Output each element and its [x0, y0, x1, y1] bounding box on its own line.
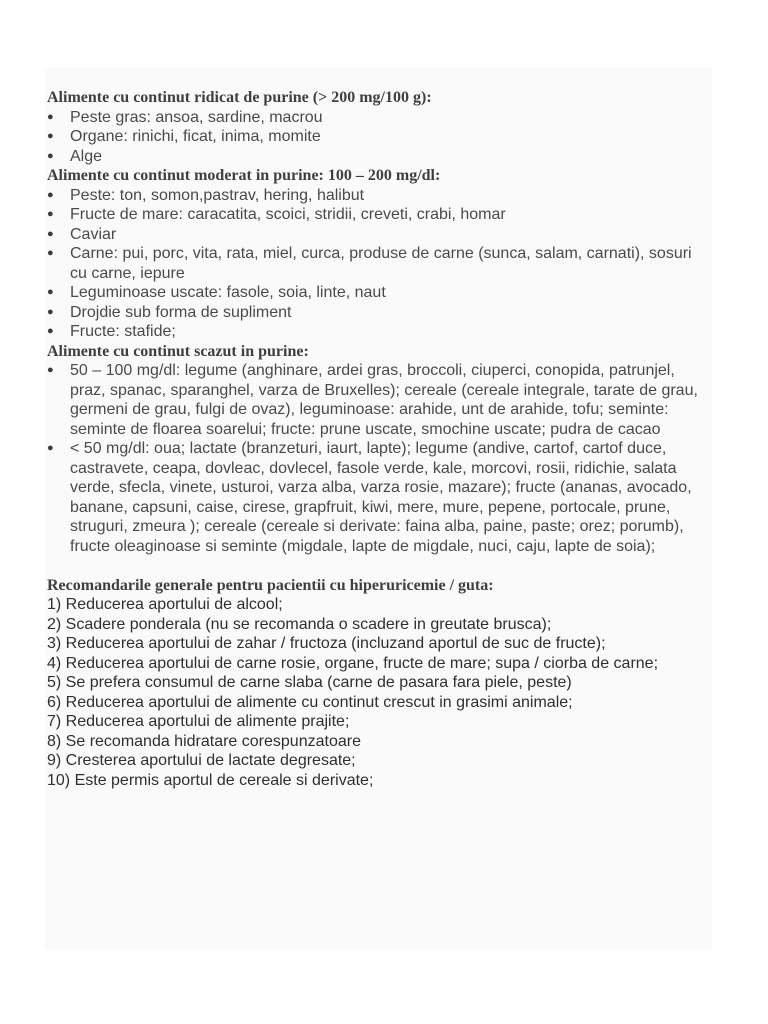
recommendation-item: 7) Reducerea aportului de alimente prajite; — [47, 713, 350, 730]
recommendation-item: 5) Se prefera consumul de carne slaba (carne de pasara fara piele, peste) — [47, 674, 572, 691]
bullet-icon: ● — [47, 130, 54, 142]
document-content — [47, 88, 711, 790]
list-item: ● Carne: pui, porc, vita, rata, miel, curca, produse de carne (sunca, salam, carnati), sosuri cu carne, iepure — [47, 245, 692, 282]
bullet-icon: ● — [47, 305, 54, 318]
bullet-icon: ● — [47, 286, 54, 298]
list-item: ● < 50 mg/dl: oua; lactate (branzeturi, iaurt, lapte); legume (andive, cartof, cartof duce, castravete, ceapa, dovleac, dovlecel, fasole verde, kale, morcovi, rosii, ridichie, salata verde, sfecla, vinete, usturoi, varza alba, varza rosie, mazare); fructe (ananas, avocado, banane, capsuni, caise, cirese, grapfruit, kiwi, mere, mure, pepene, portocale, prune, struguri, zmeura ); cereale (cereale si derivate: faina alba, paine, paste; orez; porumb), fructe oleaginoase si seminte (migdale, lapte de migdale, nuci, caju, lapte de soia); — [47, 440, 692, 555]
recommendation-item: 10) Este permis aportul de cereale si derivate; — [47, 771, 374, 789]
bullet-icon: ● — [47, 442, 54, 454]
list-item: ● Leguminoase uscate: fasole, soia, linte, naut — [47, 284, 386, 301]
bullet-icon: ● — [47, 188, 54, 201]
bullet-icon: ● — [47, 149, 54, 162]
bullet-icon: ● — [47, 110, 54, 123]
recommendation-item: 3) Reducerea aportului de zahar / fructoza (incluzand aportul de suc de fructe); — [47, 635, 606, 652]
high-purine-list — [47, 108, 711, 167]
section-heading-low-purine: Alimente cu continut scazut in purine: — [47, 342, 309, 360]
list-item: ● Drojdie sub forma de supliment — [47, 303, 292, 321]
moderate-purine-list — [47, 186, 711, 342]
bullet-icon: ● — [47, 325, 54, 337]
low-purine-list — [47, 361, 711, 556]
bullet-icon: ● — [47, 208, 54, 220]
list-item: ● Fructe de mare: caracatita, scoici, stridii, creveti, crabi, homar — [47, 206, 506, 223]
list-item: ● Caviar — [47, 225, 117, 243]
recommendation-item: 8) Se recomanda hidratare corespunzatoare — [47, 732, 361, 750]
list-item: ● 50 – 100 mg/dl: legume (anghinare, ardei gras, broccoli, ciuperci, conopida, patrunjel, praz, spanac, sparanghel, varza de Bruxelles); cereale (cereale integrale, tarate de grau, germeni de grau, fulgi de ovaz), leguminoase: arahide, unt de arahide, tofu; seminte: seminte de floarea soarelui; fructe: prune uscate, smochine uscate; pudra de cacao — [47, 362, 698, 438]
list-item: ● Peste: ton, somon,pastrav, hering, halibut — [47, 186, 365, 204]
recommendations-heading: Recomandarile generale pentru pacientii cu hiperuricemie / guta: — [47, 576, 494, 594]
bullet-icon: ● — [47, 364, 54, 376]
list-item: ● Alge — [47, 147, 103, 165]
recommendation-item: 1) Reducerea aportului de alcool; — [47, 596, 283, 613]
recommendation-item: 6) Reducerea aportului de alimente cu continut crescut in grasimi animale; — [47, 693, 573, 711]
bullet-icon: ● — [47, 247, 54, 259]
section-heading-high-purine: Alimente cu continut ridicat de purine (> 200 mg/100 g): — [47, 89, 432, 106]
list-item: ● Organe: rinichi, ficat, inima, momite — [47, 128, 321, 145]
list-item: ● Fructe: stafide; — [47, 323, 176, 340]
list-item: ● Peste gras: ansoa, sardine, macrou — [47, 108, 323, 126]
recommendations-list — [47, 595, 711, 790]
blank-line — [47, 556, 711, 576]
section-heading-moderate-purine: Alimente cu continut moderat in purine: 100 – 200 mg/dl: — [47, 167, 441, 184]
recommendation-item: 4) Reducerea aportului de carne rosie, organe, fructe de mare; supa / ciorba de carne; — [47, 654, 659, 672]
recommendation-item: 2) Scadere ponderala (nu se recomanda o scadere in greutate brusca); — [47, 615, 552, 633]
bullet-icon: ● — [47, 227, 54, 240]
recommendation-item: 9) Cresterea aportului de lactate degresate; — [47, 752, 356, 769]
